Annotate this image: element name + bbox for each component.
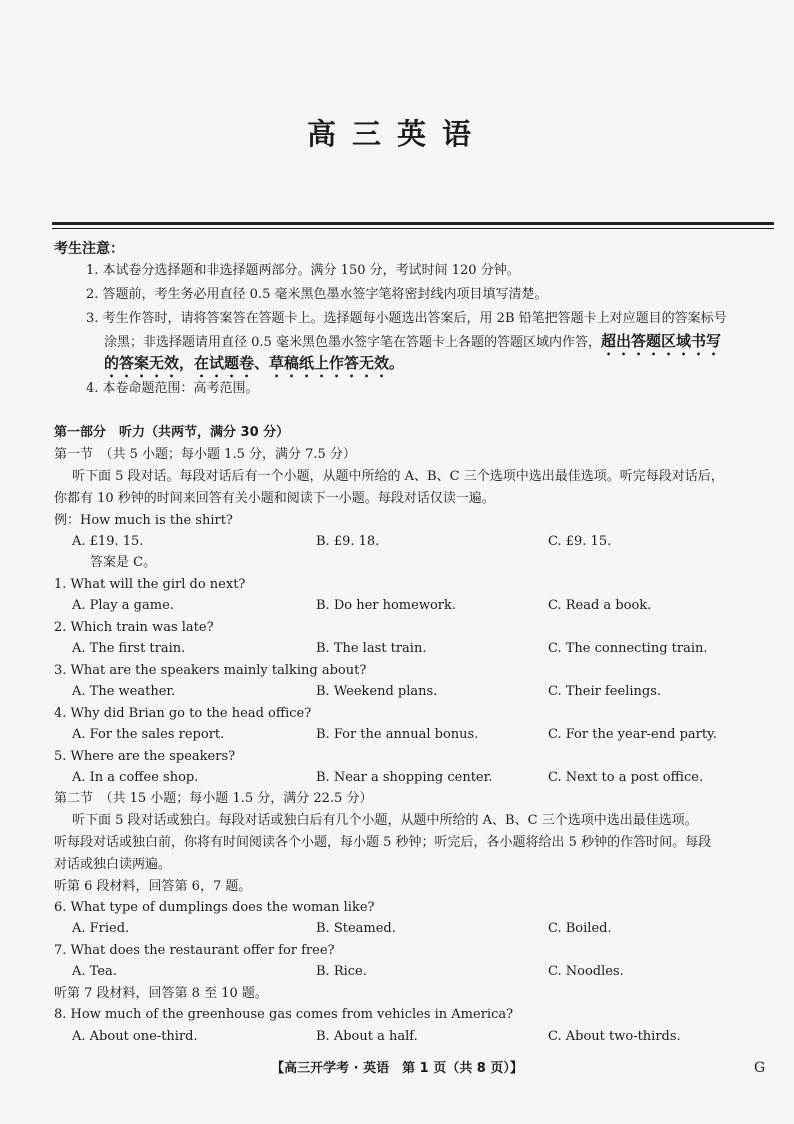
question-2: 2. Which train was late? [54, 620, 214, 635]
material-6-heading: 听第 6 段材料，回答第 6，7 题。 [54, 879, 252, 894]
question-2-option-a: A. The first train. [72, 641, 186, 656]
question-6-option-c: C. Boiled. [548, 921, 612, 936]
question-7-option-c: C. Noodles. [548, 964, 624, 979]
question-3-option-c: C. Their feelings. [548, 684, 662, 699]
question-8-option-a: A. About one-third. [72, 1029, 198, 1044]
section2-instruction-1: 听下面 5 段对话或独白。每段对话或独白后有几个小题，从题中所给的 A、B、C 三个选项中选出最佳选项。 [72, 813, 698, 828]
section2-instruction-3: 对话或独白读两遍。 [54, 857, 172, 872]
header-rule-thin [52, 228, 774, 229]
question-5-option-b: B. Near a shopping center. [316, 770, 493, 785]
question-6-option-b: B. Steamed. [316, 921, 396, 936]
notice-heading: 考生注意： [54, 241, 124, 257]
question-1-option-a: A. Play a game. [72, 598, 174, 613]
notice-item-2: 2. 答题前，考生务必用直径 0.5 毫米黑色墨水签字笔将密封线内项目填写清楚。 [86, 287, 548, 302]
question-3: 3. What are the speakers mainly talking about? [54, 663, 367, 678]
section1-instruction-2: 你都有 10 秒钟的时间来回答有关小题和阅读下一小题。每段对话仅读一遍。 [54, 491, 495, 506]
material-7-heading: 听第 7 段材料，回答第 8 至 10 题。 [54, 986, 268, 1001]
question-5-option-a: A. In a coffee shop. [72, 770, 199, 785]
question-7-option-a: A. Tea. [72, 964, 117, 979]
question-3-option-a: A. The weather. [72, 684, 176, 699]
question-4-option-b: B. For the annual bonus. [316, 727, 479, 742]
example-option-a: A. £19. 15. [72, 534, 144, 549]
section2-heading: 第二节 （共 15 小题；每小题 1.5 分，满分 22.5 分） [54, 791, 373, 806]
question-4-option-a: A. For the sales report. [72, 727, 225, 742]
notice-item-4: 4. 本卷命题范围：高考范围。 [86, 381, 259, 396]
question-6-option-a: A. Fried. [72, 921, 130, 936]
notice-item-1: 1. 本试卷分选择题和非选择题两部分。满分 150 分，考试时间 120 分钟。 [86, 263, 520, 278]
version-letter: G [754, 1060, 766, 1076]
question-8-option-b: B. About a half. [316, 1029, 418, 1044]
question-6: 6. What type of dumplings does the woman like? [54, 900, 375, 915]
notice-item-3-end: 的答案无效，在试题卷、草稿纸上作答无效。 [104, 354, 405, 372]
question-2-option-b: B. The last train. [316, 641, 427, 656]
question-7: 7. What does the restaurant offer for free? [54, 943, 335, 958]
question-1: 1. What will the girl do next? [54, 577, 246, 592]
question-8: 8. How much of the greenhouse gas comes from vehicles in America? [54, 1007, 514, 1022]
section1-instruction-1: 听下面 5 段对话。每段对话后有一个小题，从题中所给的 A、B、C 三个选项中选出最佳选项。听完每段对话后， [72, 469, 724, 484]
header-rule-thick [52, 222, 774, 225]
question-5-option-c: C. Next to a post office. [548, 770, 704, 785]
question-2-option-c: C. The connecting train. [548, 641, 708, 656]
notice-item-3-text: 涂黑；非选择题请用直径 0.5 毫米黑色墨水签字笔在答题卡上各题的答题区域内作答， [104, 335, 601, 350]
question-5: 5. Where are the speakers? [54, 749, 236, 764]
question-1-option-c: C. Read a book. [548, 598, 652, 613]
example-question: 例：How much is the shirt? [54, 513, 233, 528]
section1-heading: 第一节 （共 5 小题；每小题 1.5 分，满分 7.5 分） [54, 447, 356, 462]
question-3-option-b: B. Weekend plans. [316, 684, 438, 699]
question-4: 4. Why did Brian go to the head office? [54, 706, 312, 721]
question-4-option-c: C. For the year-end party. [548, 727, 717, 742]
notice-emphasis: 超出答题区域书写 [600, 332, 721, 350]
example-answer: 答案是 C。 [90, 555, 157, 570]
example-option-b: B. £9. 18. [316, 534, 380, 549]
question-1-option-b: B. Do her homework. [316, 598, 457, 613]
page-title: 高三英语 [306, 117, 487, 151]
example-option-c: C. £9. 15. [548, 534, 612, 549]
part1-heading: 第一部分 听力（共两节，满分 30 分） [54, 425, 290, 440]
notice-item-3: 3. 考生作答时，请将答案答在答题卡上。选择题每小题选出答案后，用 2B 铅笔把答题卡上对应题目的答案标号 [86, 311, 727, 326]
page-footer: 【高三开学考 · 英语 第 1 页（共 8 页）】 [271, 1061, 523, 1076]
question-8-option-c: C. About two-thirds. [548, 1029, 681, 1044]
question-7-option-b: B. Rice. [316, 964, 367, 979]
section2-instruction-2: 听每段对话或独白前，你将有时间阅读各个小题，每小题 5 秒钟；听完后，各小题将给出 5 秒钟的作答时间。每段 [54, 835, 712, 850]
